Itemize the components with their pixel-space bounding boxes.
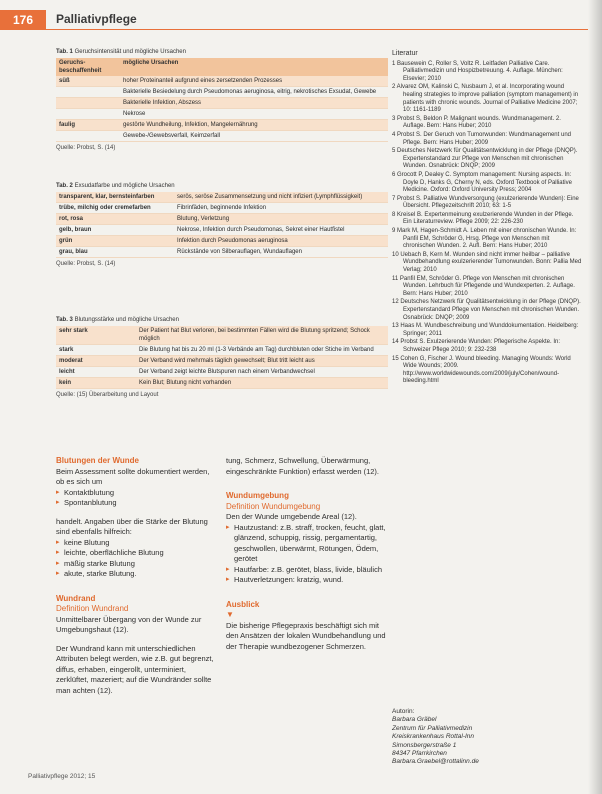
- table-row: leicht Der Verband zeigt leichte Blutspuren nach einem Verbandwechsel: [56, 367, 388, 378]
- table-row: Nekrose: [56, 109, 388, 120]
- list-item: ▸ Hautverletzungen: kratzig, wund.: [226, 575, 386, 586]
- reference-item: 3 Probst S, Beldon P. Malignant wounds. Wundmanagement. 2. Auflage. Bern: Hans Huber; 2010: [392, 115, 561, 130]
- bullet-list: [56, 538, 216, 580]
- table-row: transparent, klar, bernsteinfarben serös, seröse Zusammensetzung und nicht infiziert (Lymphflüssigkeit): [56, 192, 388, 203]
- author-block: [392, 708, 582, 767]
- table-row: Gewebe-/Gewebsverfall, Keimzerfall: [56, 131, 388, 142]
- paragraph: tung, Schmerz, Schwellung, Überwärmung, eingeschränkte Funktion) erfasst werden (12).: [226, 456, 379, 476]
- list-item: ▸ keine Blutung: [56, 538, 216, 549]
- heading-wound-surroundings: Wundumgebung: [226, 491, 289, 500]
- list-item: ▸ mäßig starke Blutung: [56, 559, 216, 570]
- table-source: Quelle: Probst, S. (14): [56, 261, 116, 267]
- reference-item: 14 Probst S. Exulzerierende Wunden: Pflegerische Aspekte. In: Schweizer Pflege 2010; 9: 232-238: [392, 339, 560, 353]
- table-3: [56, 316, 388, 399]
- reference-item: 13 Haas M. Wundbeschreibung und Wunddokumentation. Heidelberg: Springer; 2011: [392, 323, 579, 337]
- reference-item: 10 Uebach B, Kern M. Wunden sind nicht immer heilbar – palliative Wundbehandlung exulzerierender Tumorwunden. Bonn: Pallia Med Verlag; 2010: [392, 251, 582, 274]
- references: [392, 50, 582, 387]
- reference-item: 7 Probst S. Palliative Wundversorgung (exulzerierende Wunden): Eine Übersicht. Pflegezeitschrift 2010; 63: 1-5: [392, 195, 579, 210]
- table-source: Quelle: (15) Überarbeitung und Layout: [56, 392, 159, 398]
- table-1: [56, 48, 388, 152]
- subheading: Definition Wundrand: [56, 604, 129, 613]
- table-row: grün Infektion durch Pseudomonas aeruginosa: [56, 236, 388, 247]
- reference-item: 9 Mark M, Hagen-Schmidt A. Leben mit einer chronischen Wunde. In: Panfil EM, Schröder G, Hrsg. Pflege von Menschen mit chronischen Wunden. 2. Aufl. Bern: Hans Huber; 2010: [392, 228, 577, 250]
- reference-item: 1 Bausewein C, Roller S, Voltz R. Leitfaden Palliative Care. Palliativmedizin und Hospizbetreuung. 4. Auflage. München: Elsevier; 2010: [392, 60, 563, 82]
- table-row: Bakterielle Besiedelung durch Pseudomonas aeruginosa, eitrig, nekrotisches Exsudat, Gewebe: [56, 87, 388, 98]
- table-row: faulig gestörte Wundheilung, Infektion, Mangelernährung: [56, 120, 388, 131]
- author-address: Simonsbergerstraße 1: [392, 741, 457, 749]
- table-row: süß hoher Proteinanteil aufgrund eines zersetzenden Prozesses: [56, 76, 388, 87]
- heading-bleeding: Blutungen der Wunde: [56, 456, 139, 465]
- table-caption: Tab. 1 Geruchsintensität und mögliche Ursachen: [56, 49, 186, 55]
- table-row: kein Kein Blut; Blutung nicht vorhanden: [56, 378, 388, 389]
- reference-item: 2 Alvarez OM, Kalinski C, Nusbaum J, et al. Incorporating wound healing strategies to improve palliation (symptom management) in patients with chronic wounds. Journal of Palliative Medicine 2007; 10: 1161-1189: [392, 84, 579, 114]
- paragraph: handelt. Angaben über die Stärke der Blutung sind ebenfalls hilfreich:: [56, 516, 208, 536]
- reference-item: 8 Kreisel B. Expertenmeinung exulzerierende Wunden in der Pflege. Ein Literaturreview. Pflege 2009; 22: 226-230: [392, 211, 574, 226]
- author-affiliation: Kreiskrankenhaus Rottal-Inn: [392, 733, 475, 741]
- table-row: Bakterielle Infektion, Abszess: [56, 98, 388, 109]
- table-caption: Tab. 2 Exsudatfarbe und mögliche Ursachen: [56, 183, 175, 189]
- reference-item: 11 Panfil EM, Schröder G. Pflege von Menschen mit chronischen Wunden. Lehrbuch für Pflegende und Wundexperten. 2. Auflage. Bern: Hans Huber; 2010: [392, 275, 575, 297]
- page-number: 176: [0, 10, 46, 30]
- paragraph: Der Wundrand kann mit unterschiedlichen Attributen belegt werden, wie z.B. gut begrenzt, diffus, erhaben, eingerollt, unterminiert, zerklüftet, mazeriert; auf die Wundränder sollte man achten (12).: [56, 643, 214, 695]
- table-header: mögliche Ursachen: [120, 58, 388, 76]
- left-column: [56, 456, 216, 696]
- author-label: Autorin:: [392, 708, 415, 715]
- bullet-list: [226, 523, 386, 586]
- heading-outlook: Ausblick: [226, 599, 260, 609]
- references-title: Literatur: [392, 50, 418, 57]
- bullet-list: [56, 488, 216, 509]
- reference-item: 15 Cohen G, Fischer J. Wound bleeding. Managing Wounds: World Wide Wounds; 2009. http://www.worldwidewounds.com/2009/july/Cohen/wound-bleeding.html: [392, 355, 571, 385]
- reference-item: 5 Deutsches Netzwerk für Qualitätsentwicklung in der Pflege (DNQP). Expertenstandard zur Pflege von Menschen mit chronischen Wunden. Osnabrück: DNQP; 2009: [392, 148, 578, 170]
- paragraph: Beim Assessment sollte dokumentiert werden, ob es sich um: [56, 466, 210, 486]
- author-address: 84347 Pfarrkirchen: [392, 750, 447, 758]
- reference-item: 12 Deutsches Netzwerk für Qualitätsentwicklung in der Pflege (DNQP). Expertenstandard Pflege von Menschen mit chronischen Wunden. Osnabrück: DNQP; 2009: [392, 299, 581, 321]
- table-header: Geruchs- beschaffenheit: [56, 58, 120, 76]
- middle-column: [226, 456, 386, 652]
- list-item: ▸ akute, starke Blutung.: [56, 569, 216, 580]
- table-row: grau, blau Rückstände von Silberauflagen, Wundauflagen: [56, 247, 388, 258]
- author-affiliation: Zentrum für Palliativmedizin: [392, 724, 473, 732]
- list-item: ▸ leichte, oberflächliche Blutung: [56, 548, 216, 559]
- table-row: sehr stark Der Patient hat Blut verloren, bei bestimmten Fällen wird die Blutung spritzend; Schock möglich: [56, 326, 388, 345]
- page-footer: Palliativpflege 2012; 15: [28, 773, 96, 780]
- list-item: ▸ Kontaktblutung: [56, 488, 216, 499]
- author-name: Barbara Gräbel: [392, 716, 437, 724]
- paragraph: Den der Wunde umgebende Areal (12).: [226, 512, 357, 521]
- table-row: gelb, braun Nekrose, Infektion durch Pseudomonas, Sekret einer Hautfistel: [56, 225, 388, 236]
- outlook-marker: ▼: [226, 610, 234, 619]
- reference-item: 4 Probst S. Der Geruch von Tumorwunden: Wundmanagement und Pflege. Bern: Hans Huber; 2009: [392, 131, 571, 146]
- table-row: rot, rosa Blutung, Verletzung: [56, 214, 388, 225]
- list-item: ▸ Hautzustand: z.B. straff, trocken, feucht, glatt, glänzend, schuppig, rissig, pergamentartig, geschwollen, überwärmt, Rötungen, Ödem, gerötet: [226, 523, 386, 565]
- heading-wound-edge: Wundrand: [56, 593, 96, 603]
- page-edge-shadow: [588, 0, 602, 794]
- table-source: Quelle: Probst, S. (14): [56, 145, 116, 151]
- table-row: stark Die Blutung hat bis zu 20 ml (1-3 Verbände am Tag) durchbluten oder Stiche im Verband: [56, 345, 388, 356]
- author-email[interactable]: Barbara.Graebel@rottalinn.de: [392, 758, 479, 766]
- table-2: [56, 182, 388, 268]
- paragraph: Die bisherige Pflegepraxis beschäftigt sich mit den Ansätzen der lokalen Wundbehandlung und der Therapie wundbezogener Schmerzen.: [226, 620, 386, 651]
- list-item: ▸ Hautfarbe: z.B. gerötet, blass, livide, bläulich: [226, 565, 386, 576]
- table-row: trübe, milchig oder cremefarben Fibrinfäden, beginnende Infektion: [56, 203, 388, 214]
- paragraph: Unmittelbarer Übergang von der Wunde zur Umgebungshaut (12).: [56, 614, 202, 634]
- table-row: moderat Der Verband wird mehrmals täglich gewechselt; Blut tritt leicht aus: [56, 356, 388, 367]
- page-header: [0, 0, 602, 30]
- reference-item: 6 Grocott P, Dealey C. Symptom management: Nursing aspects. In: Doyle D, Hanks G, Cherny N, eds. Oxford Textbook of Palliative Medicine. Oxford: Oxford University Press; 2004: [392, 171, 572, 194]
- section-title: Palliativpflege: [56, 12, 137, 26]
- header-rule: [46, 29, 588, 30]
- table-caption: Tab. 3 Blutungsstärke und mögliche Ursachen: [56, 317, 179, 323]
- subheading: Definition Wundumgebung: [226, 501, 321, 511]
- list-item: ▸ Spontanblutung: [56, 498, 216, 509]
